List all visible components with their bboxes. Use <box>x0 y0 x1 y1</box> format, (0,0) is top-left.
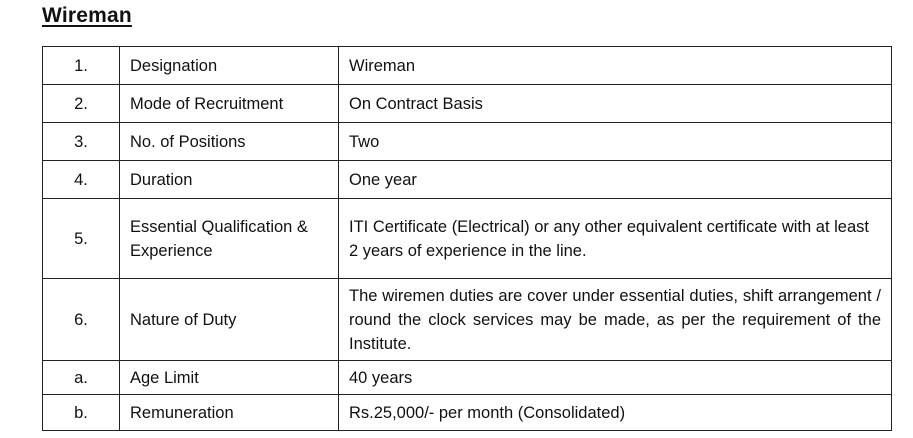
field-label: Age Limit <box>120 361 339 395</box>
table-row <box>43 395 892 431</box>
field-value: Rs.25,000/- per month (Consolidated) <box>339 395 892 431</box>
field-value: Wireman <box>339 47 892 85</box>
table-row <box>43 47 892 85</box>
row-number: a. <box>43 361 120 395</box>
field-label: Nature of Duty <box>120 279 339 361</box>
field-label: Remuneration <box>120 395 339 431</box>
table-row <box>43 361 892 395</box>
table-row <box>43 85 892 123</box>
row-number: b. <box>43 395 120 431</box>
row-number: 3. <box>43 123 120 161</box>
page-title: Wireman <box>42 4 132 27</box>
row-number: 6. <box>43 279 120 361</box>
field-value: 40 years <box>339 361 892 395</box>
field-label: No. of Positions <box>120 123 339 161</box>
field-label: Essential Qualification & Experience <box>120 199 339 279</box>
field-value: On Contract Basis <box>339 85 892 123</box>
field-value: Two <box>339 123 892 161</box>
table-row <box>43 161 892 199</box>
table-row <box>43 123 892 161</box>
row-number: 2. <box>43 85 120 123</box>
row-number: 1. <box>43 47 120 85</box>
table-row <box>43 279 892 361</box>
field-label: Mode of Recruitment <box>120 85 339 123</box>
wireman-details-table <box>42 46 892 431</box>
field-value: ITI Certificate (Electrical) or any other equivalent certificate with at least 2 years of experience in the line. <box>339 199 892 279</box>
row-number: 4. <box>43 161 120 199</box>
table-row <box>43 199 892 279</box>
field-label: Designation <box>120 47 339 85</box>
field-label: Duration <box>120 161 339 199</box>
field-value: One year <box>339 161 892 199</box>
row-number: 5. <box>43 199 120 279</box>
field-value: The wiremen duties are cover under essential duties, shift arrangement / round the clock services may be made, as per the requirement of the Institute. <box>339 279 892 361</box>
